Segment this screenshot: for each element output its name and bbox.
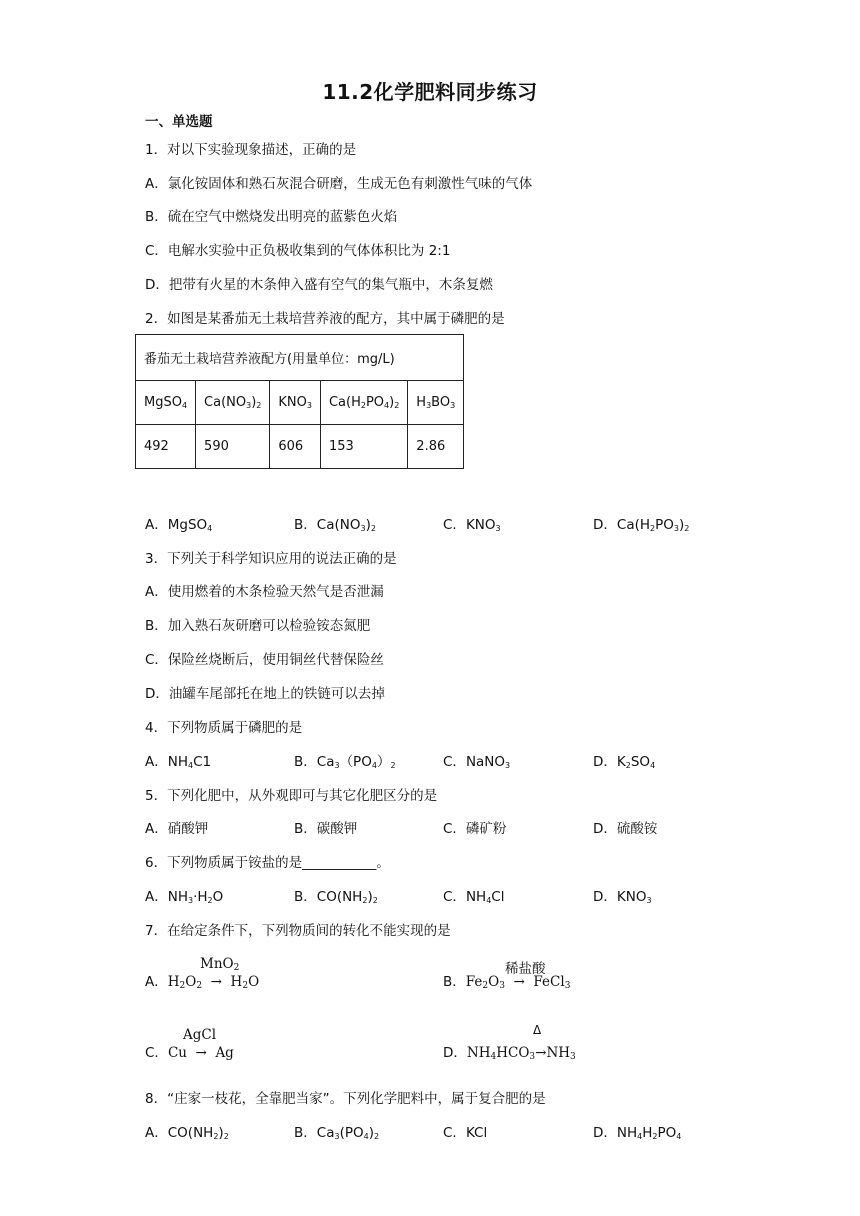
question-7-stem: 7．在给定条件下，下列物质间的转化不能实现的是 bbox=[145, 923, 451, 939]
question-3-option-d: D．油罐车尾部托在地上的铁链可以去掉 bbox=[145, 686, 385, 702]
table-header-h3bo3: $H_3BO_3$ bbox=[408, 381, 464, 425]
table-cell: 606 bbox=[270, 425, 321, 469]
question-7-option-b: B．$Fe_2O_3$ → FeCl$_3$ bbox=[443, 974, 571, 991]
section-heading: 一、单选题 bbox=[145, 114, 213, 130]
question-7-option-d: D．$NH_4HCO_3\to NH_3$ bbox=[443, 1045, 576, 1062]
question-5-option-c: C．磷矿粉 bbox=[443, 821, 507, 837]
table-title: 番茄无土栽培营养液配方(用量单位：mg/L) bbox=[136, 335, 464, 381]
question-2-option-a: A．MgSO$_4$ bbox=[145, 517, 213, 533]
question-2-option-c: C．$KNO_3$ bbox=[443, 517, 501, 533]
question-7-d-condition: Δ bbox=[533, 1023, 542, 1037]
question-7-c-condition: AgCl bbox=[183, 1027, 217, 1043]
question-4-option-c: C．NaNO$_3$ bbox=[443, 754, 511, 770]
question-8-option-d: D．$NH_4H_2PO_4$ bbox=[593, 1125, 682, 1141]
question-7-option-c: C．Cu → Ag bbox=[145, 1045, 234, 1061]
question-2-option-b: B．$Ca(NO_3)_2$ bbox=[294, 517, 376, 533]
page-title: 11.2化学肥料同步练习 bbox=[322, 80, 538, 104]
table-header-kno3: $KNO_3$ bbox=[270, 381, 321, 425]
question-1-stem: 1．对以下实验现象描述，正确的是 bbox=[145, 142, 357, 158]
table-cell: 2.86 bbox=[408, 425, 464, 469]
question-8-stem: 8．“庄家一枝花，全靠肥当家”。下列化学肥料中，属于复合肥的是 bbox=[145, 1091, 546, 1107]
question-6-option-b: B．$CO(NH_2)_2$ bbox=[294, 889, 378, 905]
question-3-option-b: B．加入熟石灰研磨可以检验铵态氮肥 bbox=[145, 618, 371, 634]
question-8-option-a: A．$CO(NH_2)_2$ bbox=[145, 1125, 229, 1141]
table-header-mgso4: MgSO$_4$ bbox=[136, 381, 196, 425]
question-3-option-c: C．保险丝烧断后，使用铜丝代替保险丝 bbox=[145, 652, 384, 668]
question-1-option-d: D．把带有火星的木条伸入盛有空气的集气瓶中，木条复燃 bbox=[145, 277, 493, 293]
table-header-cah2po4: $Ca(H_2PO_4)_2$ bbox=[320, 381, 407, 425]
question-5-stem: 5．下列化肥中，从外观即可与其它化肥区分的是 bbox=[145, 788, 438, 804]
question-7-a-condition: MnO$_2$ bbox=[200, 956, 240, 973]
question-1-option-a: A．氯化铵固体和熟石灰混合研磨，生成无色有刺激性气味的气体 bbox=[145, 176, 533, 192]
question-5-option-d: D．硫酸铵 bbox=[593, 821, 658, 837]
question-6-stem: 6．下列物质属于铵盐的是___________。 bbox=[145, 855, 390, 871]
question-7-b-condition: 稀盐酸 bbox=[505, 961, 546, 977]
question-6-option-a: A．$NH_3\cdot H_2O$ bbox=[145, 889, 224, 905]
question-2-stem: 2．如图是某番茄无土栽培营养液的配方，其中属于磷肥的是 bbox=[145, 311, 505, 327]
question-8-option-c: C．KCl bbox=[443, 1125, 488, 1141]
question-7-option-a: A．$H_2O_2 \to H_2O$ bbox=[145, 974, 260, 991]
question-4-option-d: D．$K_2SO_4$ bbox=[593, 754, 656, 770]
question-5-option-b: B．碳酸钾 bbox=[294, 821, 358, 837]
table-header-cano3: $Ca(NO_3)_2$ bbox=[196, 381, 270, 425]
question-3-option-a: A．使用燃着的木条检验天然气是否泄漏 bbox=[145, 584, 384, 600]
question-4-option-a: A．$NH_4C1$ bbox=[145, 754, 212, 770]
question-1-option-b: B．硫在空气中燃烧发出明亮的蓝紫色火焰 bbox=[145, 209, 398, 225]
nutrient-formula-table bbox=[135, 334, 464, 469]
question-1-option-c: C．电解水实验中正负极收集到的气体体积比为 2:1 bbox=[145, 243, 451, 259]
question-5-option-a: A．硝酸钾 bbox=[145, 821, 209, 837]
question-2-option-d: D．$Ca(H_2PO_3)_2$ bbox=[593, 517, 690, 533]
table-cell: 590 bbox=[196, 425, 270, 469]
question-6-option-c: C．$NH_4Cl$ bbox=[443, 889, 505, 905]
question-6-option-d: D．$KNO_3$ bbox=[593, 889, 652, 905]
question-8-option-b: B．$Ca_3(PO_4)_2$ bbox=[294, 1125, 380, 1141]
question-3-stem: 3．下列关于科学知识应用的说法正确的是 bbox=[145, 551, 397, 567]
question-4-option-b: B．$Ca_3(PO_4)_2$ bbox=[294, 754, 396, 770]
table-cell: 492 bbox=[136, 425, 196, 469]
table-cell: 153 bbox=[320, 425, 407, 469]
question-4-stem: 4．下列物质属于磷肥的是 bbox=[145, 720, 303, 736]
